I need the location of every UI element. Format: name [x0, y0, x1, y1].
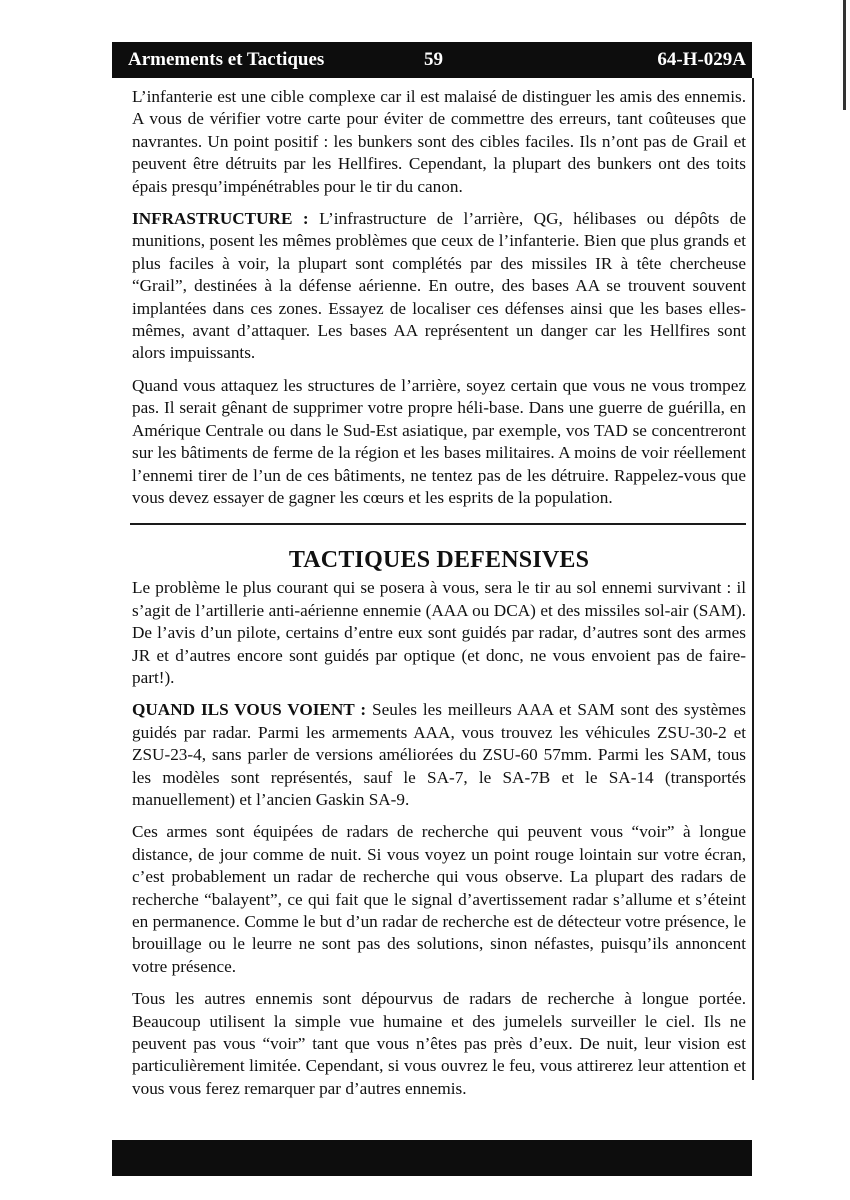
paragraph-other-enemies: Tous les autres ennemis sont dépourvus de radars de recherche à longue portée. Beaucoup utilisent la simple vue humaine et des jumelels surveiller le ciel. Ils ne peuvent pas vous “voir” tant que vous n’êtes pas près d’eux. De nuit, leur vision est particulièrement limitée. Cependant, si vous ouvrez le feu, vous attirerez leur attention et vous vous ferez remarquer par d’autres ennemis.	[132, 989, 746, 1098]
page-content	[132, 86, 746, 1110]
when-they-see-you-heading: QUAND ILS VOUS VOIENT :	[132, 700, 367, 720]
paragraph-rear-structures: Quand vous attaquez les structures de l’arrière, soyez certain que vous ne vous trompez pas. Il serait gênant de supprimer votre propre héli-base. Dans une guerre de guérilla, en Amérique Centrale ou dans le Sud-Est asiatique, par exemple, vos TAD se concentreront sur les bâtiments de ferme de la région et les bases militaires. A moins de voir réellement l’ennemi tirer de l’un de ces bâtiments, ne tentez pas de les détruire. Rappelez-vous que vous devez essayer de gagner les cœurs et les esprits de la population.	[132, 375, 746, 507]
page-header-bar	[112, 42, 752, 78]
section-divider	[130, 523, 746, 525]
scan-edge-mark	[843, 0, 846, 110]
paragraph-infantry: L’infanterie est une cible complexe car il est malaisé de distinguer les amis des ennemis. A vous de vérifier votre carte pour éviter de commettre des erreurs, tant coûteuses que navrantes. Un point positif : les bunkers sont des cibles faciles. Ils n’ont pas de Grail et peuvent être détruits par les Hellfires. Cependant, la plupart des bunkers ont des toits épais presqu’impénétrables pour le tir du canon.	[132, 87, 746, 196]
section-title: TACTIQUES DEFENSIVES	[288, 547, 590, 574]
paragraph-search-radars: Ces armes sont équipées de radars de recherche qui peuvent vous “voir” à longue distance, de jour comme de nuit. Si vous voyez un point rouge lointain sur votre écran, c’est probablement un radar de recherche qui vous observe. La plupart des radars de recherche “balayent”, ce qui fait que le signal d’avertissement radar s’allume et s’éteint en permanence. Comme le but d’un radar de recherche est de détecteur votre présence, le brouillage ou le leurre ne sont pas des solutions, sinon néfastes, puisqu’ils annoncent votre présence.	[132, 822, 746, 976]
page-number: 59	[424, 49, 443, 70]
page-footer-bar	[112, 1140, 752, 1176]
document-reference: 64-H-029A	[657, 49, 746, 70]
right-margin-rule	[752, 78, 754, 1080]
paragraph-when-they-see-you	[132, 699, 746, 811]
chapter-title: Armements et Tactiques	[128, 49, 325, 70]
infrastructure-text: L’infrastructure de l’arrière, QG, hélibases ou dépôts de munitions, posent les mêmes problèmes que ceux de l’infanterie. Bien que plus grands et plus faciles à voir, la plupart sont complétés par des missiles IR à tête chercheuse “Grail”, destinées à la défense aérienne. En outre, des bases AA se trouvent souvent implantées dans ces zones. Essayez de localiser ces défenses ainsi que les bases elles-mêmes, avant d’attaquer. Les bases AA représentent un danger car les Hellfires sont alors impuissants.	[132, 209, 746, 363]
paragraph-ground-fire: Le problème le plus courant qui se posera à vous, sera le tir au sol ennemi survivant : il s’agit de l’artillerie anti-aérienne ennemie (AAA ou DCA) et des missiles sol-air (SAM). De l’avis d’un pilote, certains d’entre eux sont guidés par radar, d’autres sont des armes JR et d’autres encore sont guidés par optique (et donc, ne vous envoient pas de faire-part!).	[132, 578, 746, 687]
when-they-see-you-text: Seules les meilleurs AAA et SAM sont des systèmes guidés par radar. Parmi les armements AAA, vous trouvez les véhicules ZSU-30-2 et ZSU-23-4, sans parler de versions améliorées du ZSU-60 57mm. Parmi les SAM, tous les modèles sont représentés, sauf le SA-7, le SA-7B et le SA-14 (transportés manuellement) et l’ancien Gaskin SA-9.	[132, 700, 746, 809]
infrastructure-heading: INFRASTRUCTURE :	[132, 209, 309, 229]
paragraph-infrastructure	[132, 208, 746, 365]
